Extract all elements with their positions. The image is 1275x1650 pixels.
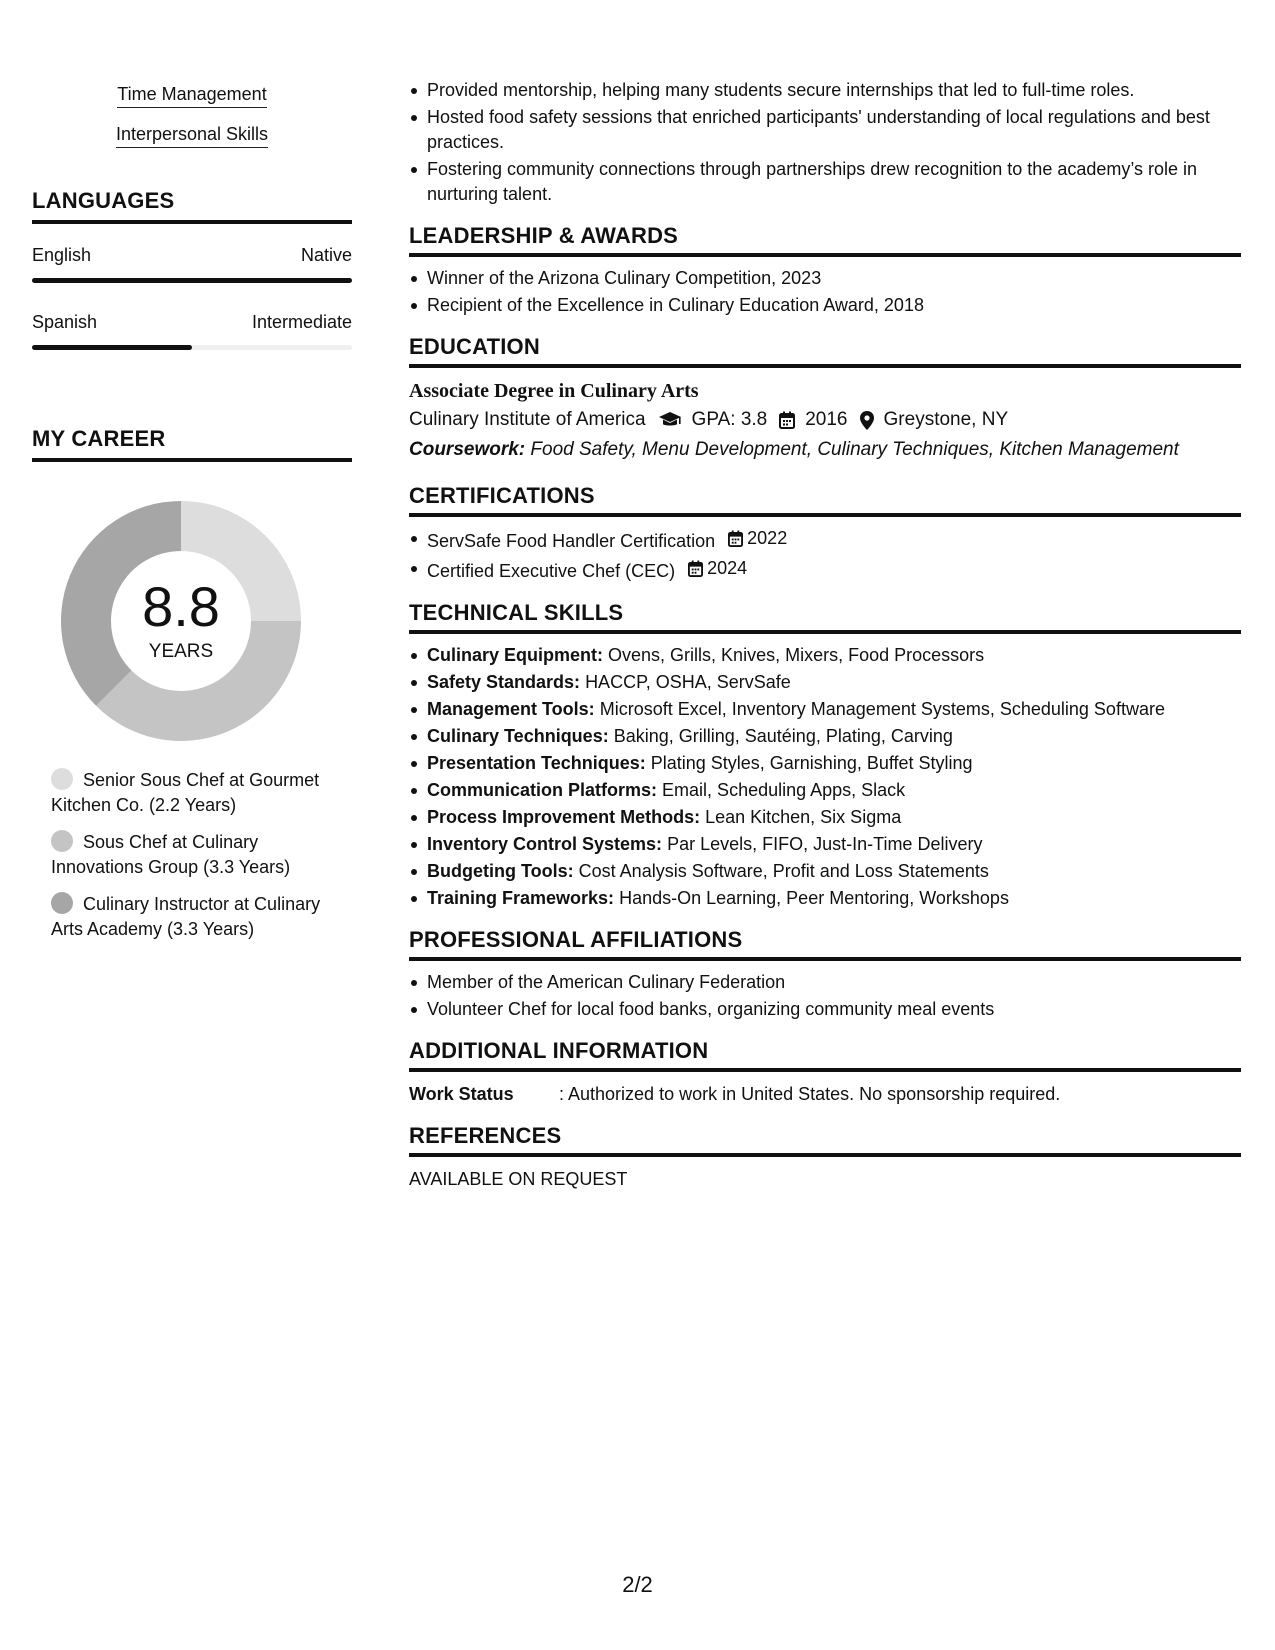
education-coursework <box>409 435 1241 465</box>
technical-skills-heading: TECHNICAL SKILLS <box>409 600 1241 634</box>
coursework-label: Coursework: <box>409 439 526 460</box>
education-gpa: GPA: 3.8 <box>691 409 768 430</box>
career-section <box>32 426 352 942</box>
leadership-item: Winner of the Arizona Culinary Competition, 2023 <box>409 266 1241 291</box>
work-status-value: : Authorized to work in United States. No sponsorship required. <box>559 1084 1061 1104</box>
certifications-list <box>409 526 1241 584</box>
certifications-heading: CERTIFICATIONS <box>409 483 1241 517</box>
language-bar-fill <box>32 278 352 283</box>
language-item <box>32 244 352 283</box>
experience-bullet: Provided mentorship, helping many students secure internships that led to full-time roles. <box>409 78 1241 103</box>
certification-name: Certified Executive Chef (CEC) <box>427 561 676 581</box>
experience-bullet: Fostering community connections through partnerships drew recognition to the academy’s role in nurturing talent. <box>409 157 1241 207</box>
languages-section <box>32 188 352 350</box>
page-number: 2/2 <box>622 1572 653 1597</box>
career-legend-item: Sous Chef at Culinary Innovations Group (3.3 Years) <box>51 832 291 877</box>
career-heading: MY CAREER <box>32 426 352 462</box>
leadership-heading: LEADERSHIP & AWARDS <box>409 223 1241 257</box>
career-legend-item: Culinary Instructor at Culinary Arts Academy (3.3 Years) <box>51 894 321 939</box>
technical-skill-item: Process Improvement Methods: Lean Kitchen, Six Sigma <box>409 805 1241 830</box>
technical-skill-item: Communication Platforms: Email, Scheduling Apps, Slack <box>409 778 1241 803</box>
career-legend <box>51 768 341 942</box>
affiliation-item: Member of the American Culinary Federation <box>409 970 1241 995</box>
references-text: AVAILABLE ON REQUEST <box>409 1169 628 1189</box>
language-level: Intermediate <box>251 312 352 332</box>
certification-item <box>409 556 1241 584</box>
education-heading: EDUCATION <box>409 334 1241 368</box>
affiliation-item: Volunteer Chef for local food banks, organizing community meal events <box>409 997 1241 1022</box>
location-pin-icon <box>860 411 874 430</box>
graduation-cap-icon <box>658 411 682 429</box>
education-school: Culinary Institute of America <box>409 409 646 430</box>
legend-dot-icon <box>51 768 73 790</box>
experience-bullet: Hosted food safety sessions that enriched participants' understanding of local regulations and best practices. <box>409 105 1241 155</box>
calendar-icon <box>779 411 795 429</box>
technical-skill-item: Culinary Techniques: Baking, Grilling, Sautéing, Plating, Carving <box>409 724 1241 749</box>
career-donut-chart <box>56 496 306 746</box>
calendar-icon <box>688 560 703 577</box>
leadership-item: Recipient of the Excellence in Culinary Education Award, 2018 <box>409 293 1241 318</box>
technical-skill-item: Training Frameworks: Hands-On Learning, Peer Mentoring, Workshops <box>409 886 1241 911</box>
work-status-label: Work Status <box>409 1084 514 1104</box>
calendar-icon <box>728 530 743 547</box>
left-column <box>32 82 352 954</box>
languages-heading: LANGUAGES <box>32 188 352 224</box>
language-name: Spanish <box>32 312 98 332</box>
affiliations-heading: PROFESSIONAL AFFILIATIONS <box>409 927 1241 961</box>
career-total-years: 8.8 <box>142 575 220 638</box>
technical-skill-item: Inventory Control Systems: Par Levels, FIFO, Just-In-Time Delivery <box>409 832 1241 857</box>
education-details <box>409 405 1241 435</box>
language-level: Native <box>300 245 352 265</box>
language-bar <box>32 278 352 283</box>
additional-info-heading: ADDITIONAL INFORMATION <box>409 1038 1241 1072</box>
education-degree: Associate Degree in Culinary Arts <box>409 380 699 402</box>
affiliations-list <box>409 970 1241 1022</box>
leadership-list <box>409 266 1241 318</box>
language-item <box>32 311 352 350</box>
right-column <box>409 78 1241 1192</box>
education-entry <box>409 377 1241 465</box>
technical-skill-item: Culinary Equipment: Ovens, Grills, Knives, Mixers, Food Processors <box>409 643 1241 668</box>
language-bar-fill <box>32 345 192 350</box>
career-total-unit: YEARS <box>148 641 214 662</box>
technical-skill-item: Budgeting Tools: Cost Analysis Software, Profit and Loss Statements <box>409 859 1241 884</box>
coursework-list: Food Safety, Menu Development, Culinary Techniques, Kitchen Management <box>530 439 1179 460</box>
legend-dot-icon <box>51 892 73 914</box>
language-bar <box>32 345 352 350</box>
technical-skill-item: Management Tools: Microsoft Excel, Inventory Management Systems, Scheduling Software <box>409 697 1241 722</box>
education-year: 2016 <box>805 409 848 430</box>
work-status-row <box>409 1081 1241 1107</box>
references-heading: REFERENCES <box>409 1123 1241 1157</box>
technical-skill-item: Safety Standards: HACCP, OSHA, ServSafe <box>409 670 1241 695</box>
legend-dot-icon <box>51 830 73 852</box>
technical-skills-list <box>409 643 1241 911</box>
language-name: English <box>32 245 92 265</box>
skill-item: Time Management <box>117 82 266 108</box>
technical-skill-item: Presentation Techniques: Plating Styles, Garnishing, Buffet Styling <box>409 751 1241 776</box>
skills-list <box>32 82 352 148</box>
certification-year: 2022 <box>747 528 788 548</box>
certification-name: ServSafe Food Handler Certification <box>427 531 716 551</box>
certification-year: 2024 <box>707 558 748 578</box>
experience-bullets <box>409 78 1241 207</box>
skill-item: Interpersonal Skills <box>116 122 268 148</box>
education-location: Greystone, NY <box>883 409 1009 430</box>
career-legend-item: Senior Sous Chef at Gourmet Kitchen Co. (2.2 Years) <box>51 770 320 815</box>
certification-item <box>409 526 1241 554</box>
